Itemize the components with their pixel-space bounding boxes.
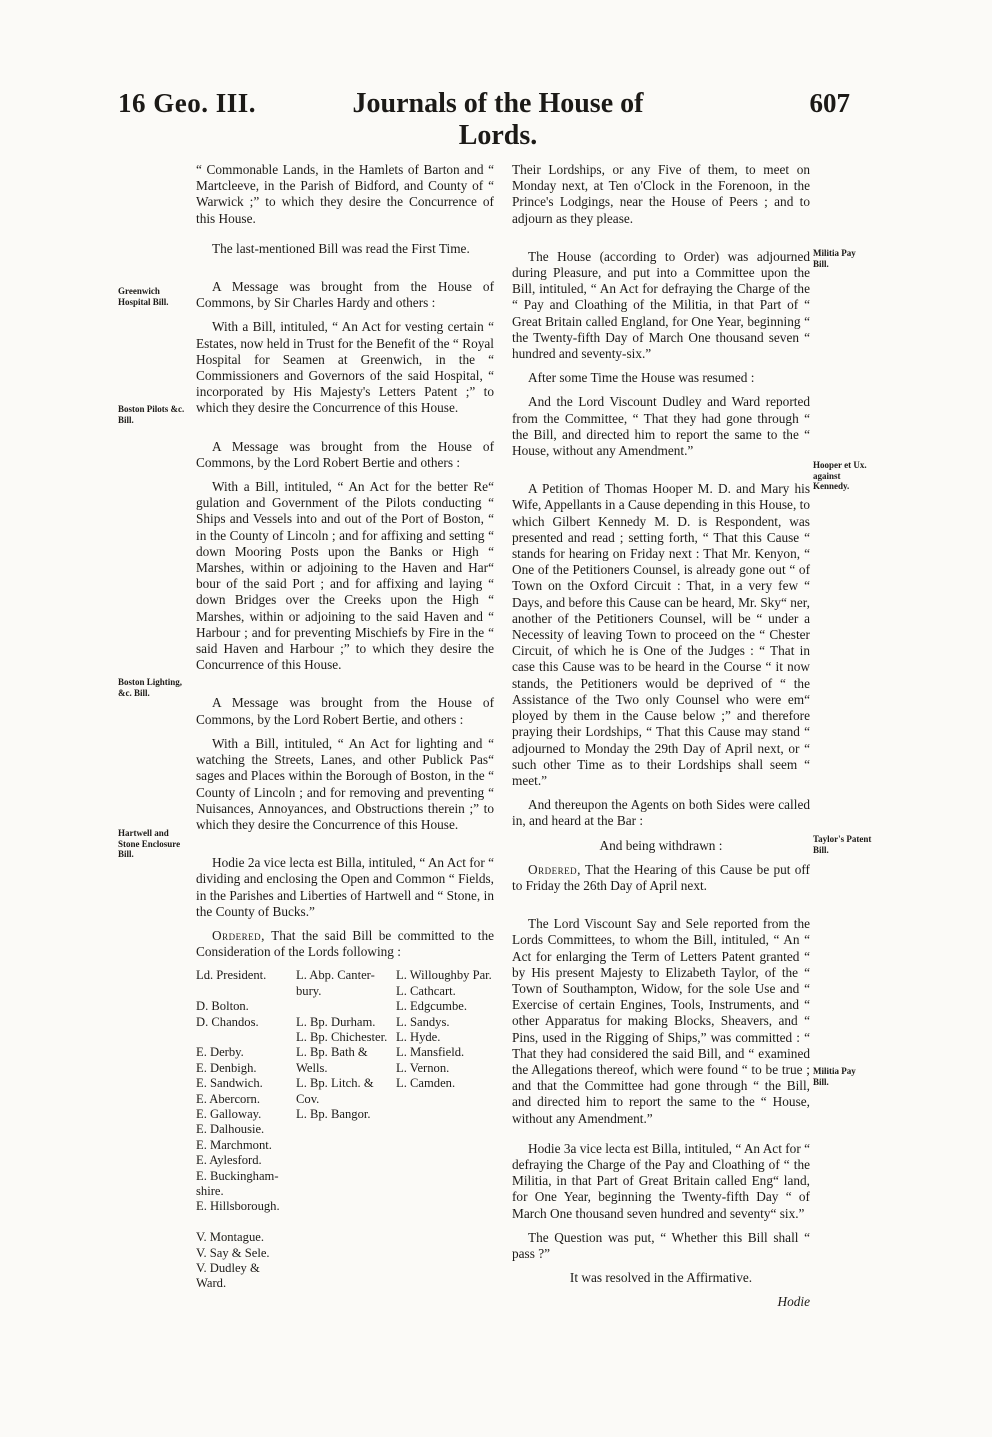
paragraph: And the Lord Viscount Dudley and Ward reported from the Committee, “ That they had gone through “ the Bill, and directed him to report the same to the “ House, without any Amendment.”	[512, 394, 810, 459]
paragraph: “ Commonable Lands, in the Hamlets of Barton and “ Martcleeve, in the Parish of Bidford, and County of “ Warwick ;” to which they desire the Concurrence of this House.	[196, 162, 494, 226]
order-text: That the Hearing of this Cause be put off to Friday the 26th Day of April next.	[512, 861, 810, 893]
lord-entry	[196, 984, 291, 999]
lords-column-2	[296, 968, 396, 1122]
lord-entry: E. Sandwich.	[196, 1076, 263, 1091]
lord-entry: Cov.	[296, 1091, 320, 1106]
lord-entry: E. Marchmont.	[196, 1137, 272, 1152]
lord-entry	[296, 999, 396, 1014]
left-column	[196, 162, 494, 1308]
margin-note-taylor: Taylor's Patent Bill.	[813, 834, 872, 855]
margin-note-hooper: Hooper et Ux. against Kennedy.	[813, 460, 867, 491]
paragraph: And thereupon the Agents on both Sides were called in, and heard at the Bar :	[512, 797, 810, 829]
lord-entry: V. Dudley &	[196, 1261, 260, 1276]
catchword: Hodie	[777, 1294, 810, 1310]
paragraph: And being withdrawn :	[599, 837, 723, 853]
lord-entry: L. Hyde.	[396, 1029, 441, 1044]
order-lead: Ordered,	[528, 861, 581, 877]
paragraph: A Petition of Thomas Hooper M. D. and Mary his Wife, Appellants in a Cause depending in this House, to which Gilbert Kennedy M. D. is Respondent, was presented and read ; setting forth, “ That this Cause “ stands for hearing on Friday next : That Mr. Kenyon, “ One of the Petitioners Counsel, is already gone out “ of Town on the Oxford Circuit : That, in a very few “ Days, and before this Cause can be heard, Mr. Sky“ ner, another of the Petitioners Counsel, will be “ under a Necessity of leaving Town to proceed on the “ Chester Circuit, of which he is One of the Judges : “ That in case this Cause was to be heard in the Course “ it now stands, the Petitioners would be deprived of “ the Assistance of the Two only Counsel who were em“ ployed by them in the Cause below ;” and therefore praying their Lordships, “ That this Cause may stand “ adjourned to Monday the 29th Day of April next, or “ such other Time as to their Lordships shall seem “ meet.”	[512, 481, 810, 788]
lord-entry: E. Galloway.	[196, 1106, 262, 1121]
margin-note-militia-pay: Militia Pay Bill.	[813, 248, 856, 269]
lord-entry: L. Willoughby Par.	[396, 968, 492, 983]
lords-committee-list	[196, 968, 494, 1308]
paragraph: The Lord Viscount Say and Sele reported from the Lords Committees, to whom the Bill, intituled, “ An “ Act for enlarging the Term of Letters Patent granted “ by His present Majesty to Elizabeth Taylor, of the “ Town of Southampton, Widow, for the sole Use and “ Exercise of certain Engines, Tools, Instruments, and “ other Apparatus for making Blocks, Sheavers, and “ Pins, used in the Rigging of Ships,” was committed : “ That they had considered the said Bill, and “ examined the Allegations thereof, which were found “ to be true ; and that the Committee had gone through “ the Bill, and directed him to report the same to the “ House, without any Amendment.”	[512, 916, 810, 1126]
paragraph: A Message was brought from the House of Commons, by the Lord Robert Bertie and others :	[196, 438, 494, 470]
paragraph: With a Bill, intituled, “ An Act for the better Re“ gulation and Government of the Pilots conducting “ Ships and Vessels into and out of the Port of Boston, “ in the County of Lincoln ; and for affixing and setting “ down Mooring Posts upon the Banks or High “ Marshes, within or adjoining to the Haven and Har“ bour of the said Port ; and for affixing and laying “ down Bridges over the Creeks upon the High “ Marshes, within or adjoining to the said Haven and “ Harbour ; and for preventing Mischiefs by Fire in the “ said Haven and Harbour ;” to which they desire the Concurrence of this House.	[196, 479, 494, 673]
lord-entry: E. Hillsborough.	[196, 1199, 280, 1214]
right-column	[512, 162, 810, 1311]
order-paragraph	[512, 862, 810, 894]
lord-entry: shire.	[196, 1184, 224, 1199]
order-paragraph	[196, 928, 494, 960]
lord-entry	[196, 1030, 291, 1045]
page-header	[118, 88, 850, 151]
order-lead: Ordered,	[212, 927, 265, 943]
paragraph: A Message was brought from the House of Commons, by Sir Charles Hardy and others :	[196, 279, 494, 311]
lord-entry: L. Bp. Bath &	[296, 1045, 368, 1060]
lord-entry: E. Buckingham-	[196, 1168, 279, 1183]
lord-entry: V. Say & Sele.	[196, 1245, 270, 1260]
paragraph: The last-mentioned Bill was read the First Time.	[212, 240, 470, 256]
lord-entry: E. Derby.	[196, 1045, 244, 1060]
lord-entry: L. Edgcumbe.	[396, 999, 467, 1014]
lord-entry: E. Abercorn.	[196, 1091, 260, 1106]
lord-entry: E. Denbigh.	[196, 1060, 257, 1075]
lords-column-1	[196, 968, 291, 1292]
margin-note-militia-pay-2: Militia Pay Bill.	[813, 1066, 856, 1087]
paragraph: With a Bill, intituled, “ An Act for vesting certain “ Estates, now held in Trust for the Benefit of the “ Royal Hospital for Seamen at Greenwich, in the “ Commissioners and Governors of the said Hospital, “ incorporated by His Majesty's Letters Patent ;” to which they desire the Concurrence of this House.	[196, 319, 494, 416]
lord-entry: L. Bp. Litch. &	[296, 1076, 374, 1091]
lord-entry: L. Abp. Canter-	[296, 968, 375, 983]
page-number: 607	[809, 88, 850, 118]
lord-entry: Ld. President.	[196, 968, 267, 983]
lord-entry: L. Vernon.	[396, 1060, 450, 1075]
lord-entry	[196, 1215, 291, 1230]
lord-entry: V. Montague.	[196, 1230, 264, 1245]
lord-entry: L. Bp. Chichester.	[296, 1029, 388, 1044]
paragraph: With a Bill, intituled, “ An Act for lighting and “ watching the Streets, Lanes, and other Publick Pas“ sages and Places within the Borough of Boston, in the “ County of Lincoln ; and for removing and preventing “ Nuisances, Annoyances, and Obstructions therein ;” to which they desire the Concurrence of this House.	[196, 735, 494, 832]
margin-note-boston-lighting: Boston Lighting, &c. Bill.	[118, 677, 183, 698]
paragraph: Hodie 2a vice lecta est Billa, intituled, “ An Act for “ dividing and enclosing the Open and Common “ Fields, in the Parishes and Liberties of Hartwell and “ Stone, in the County of Bucks.”	[196, 855, 494, 919]
lord-entry: L. Camden.	[396, 1076, 456, 1091]
paragraph: Their Lordships, or any Five of them, to meet on Monday next, at Ten o'Clock in the Forenoon, in the Prince's Lodgings, near the House of Peers ; and to adjourn as they please.	[512, 162, 810, 226]
paragraph: The Question was put, “ Whether this Bill shall “ pass ?”	[512, 1229, 810, 1261]
lord-entry: L. Sandys.	[396, 1014, 450, 1029]
paragraph: A Message was brought from the House of Commons, by the Lord Robert Bertie, and others :	[196, 695, 494, 727]
margin-note-hartwell: Hartwell and Stone Enclosure Bill.	[118, 828, 181, 859]
lord-entry: L. Bp. Durham.	[296, 1014, 376, 1029]
regnal-year: 16 Geo. III.	[118, 88, 257, 118]
lord-entry: E. Aylesford.	[196, 1153, 262, 1168]
lord-entry: D. Bolton.	[196, 999, 249, 1014]
lords-column-3	[396, 968, 506, 1091]
lord-entry: Wells.	[296, 1060, 328, 1075]
paragraph: The House (according to Order) was adjourned during Pleasure, and put into a Committee upon the Bill, intituled, “ An Act for defraying the Charge of the “ Pay and Cloathing of the Militia, in that Part of “ Great Britain called England, for One Year, beginning “ the Twenty-fifth Day of March One thousand seven “ hundred and seventy-six.”	[512, 248, 810, 362]
margin-note-greenwich: Greenwich Hospital Bill.	[118, 286, 169, 307]
lord-entry: Ward.	[196, 1276, 227, 1291]
lord-entry: bury.	[296, 983, 322, 998]
lord-entry: E. Dalhousie.	[196, 1122, 265, 1137]
order-text: That the said Bill be committed to the Consideration of the Lords following :	[196, 927, 494, 960]
lord-entry: L. Mansfield.	[396, 1045, 465, 1060]
paragraph: It was resolved in the Affirmative.	[569, 1270, 753, 1286]
margin-note-boston-pilots: Boston Pilots &c. Bill.	[118, 404, 185, 425]
running-title: Journals of the House of Lords.	[352, 88, 644, 151]
lord-entry: D. Chandos.	[196, 1014, 259, 1029]
lord-entry: L. Cathcart.	[396, 983, 456, 998]
lord-entry: L. Bp. Bangor.	[296, 1106, 371, 1121]
paragraph: Hodie 3a vice lecta est Billa, intituled, “ An Act for “ defraying the Charge of the Pay and Cloathing of “ the Militia, in that Part of Great Britain called Eng“ land, for One Year, beginning the Twenty-fifth Day “ of March One thousand seven hundred and seventy“ six.”	[512, 1140, 810, 1221]
paragraph: After some Time the House was resumed :	[528, 370, 755, 386]
